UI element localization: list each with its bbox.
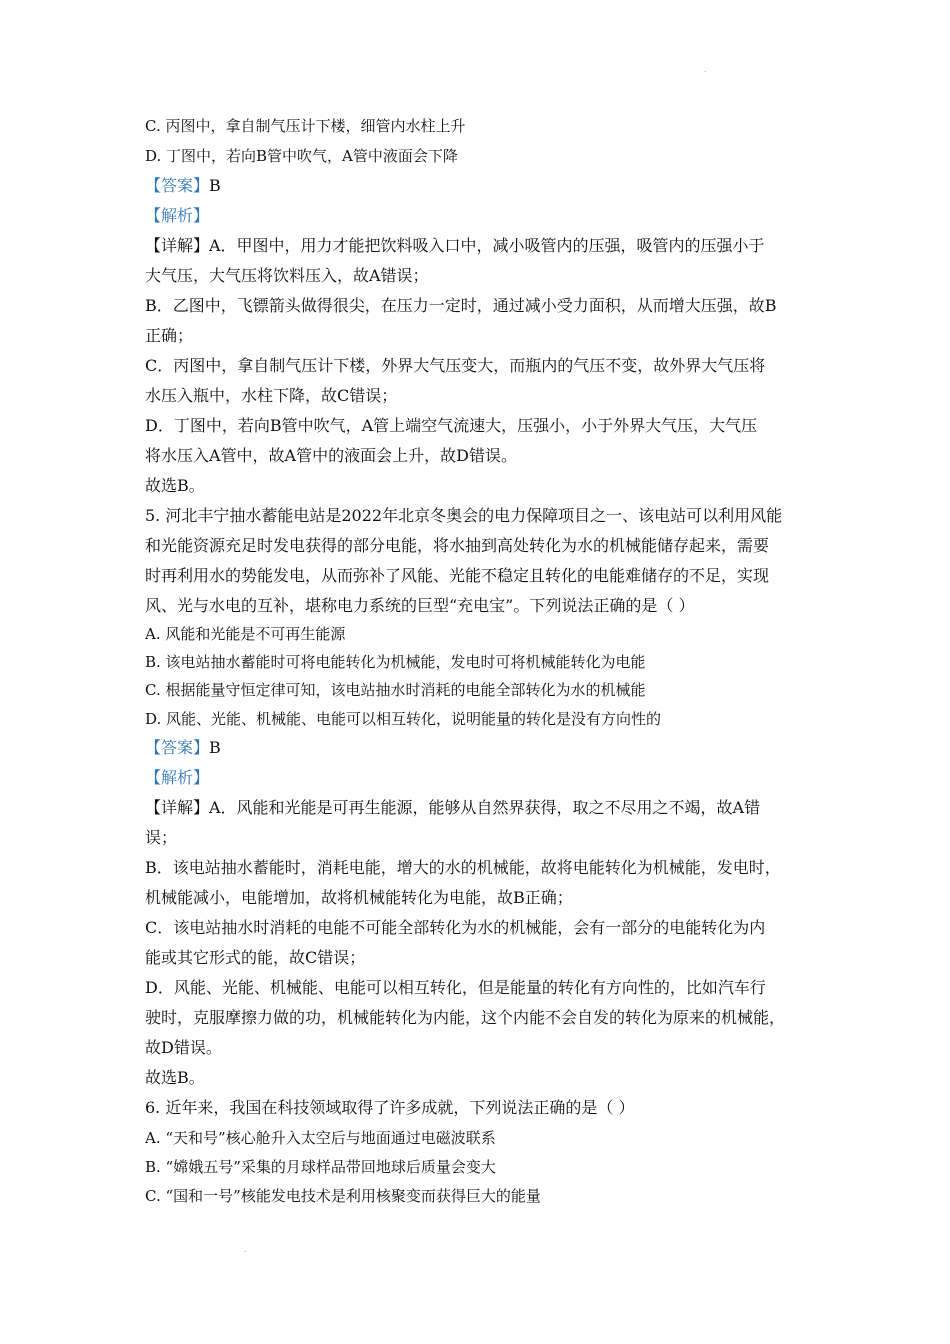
answer-tag: 【答案】 <box>145 176 210 195</box>
explanation-line: 水压入瓶中，水柱下降，故C错误； <box>145 386 398 405</box>
answer-line <box>145 738 221 758</box>
explanation-line: B．该电站抽水蓄能时，消耗电能，增大的水的机械能，故将电能转化为机械能，发电时， <box>145 858 781 877</box>
analysis-tag: 【解析】 <box>145 768 210 787</box>
question-5-stem: 和光能资源充足时发电获得的部分电能，将水抽到高处转化为水的机械能储存起来，需要 <box>145 536 770 555</box>
explanation-line: 正确； <box>145 326 194 345</box>
option-c: C. 丙图中，拿自制气压计下楼，细管内水柱上升 <box>145 117 466 135</box>
answer-value: B <box>209 738 221 757</box>
option-a: A. “天和号”核心舱升入太空后与地面通过电磁波联系 <box>145 1129 496 1147</box>
explanation-line: 将水压入A管中，故A管中的液面会上升，故D错误。 <box>145 446 517 465</box>
option-b: B. 该电站抽水蓄能时可将电能转化为机械能，发电时可将机械能转化为电能 <box>145 653 646 671</box>
bottom-mark: . <box>244 1245 247 1254</box>
explanation-line: 误； <box>145 828 178 847</box>
answer-tag: 【答案】 <box>145 738 210 757</box>
analysis-line <box>145 768 209 788</box>
option-c: C. “国和一号”核能发电技术是利用核聚变而获得巨大的能量 <box>145 1187 541 1205</box>
explanation-line: 【详解】A．甲图中，用力才能把饮料吸入口中，减小吸管内的压强，吸管内的压强小于 <box>145 236 765 255</box>
explanation-line: 故D错误。 <box>145 1038 222 1057</box>
answer-line <box>145 176 221 196</box>
question-6-stem: 6. 近年来，我国在科技领域取得了许多成就，下列说法正确的是（ ） <box>145 1098 635 1117</box>
option-b: B. “嫦娥五号”采集的月球样品带回地球后质量会变大 <box>145 1158 496 1176</box>
explanation-line: 大气压，大气压将饮料压入，故A错误； <box>145 266 429 285</box>
explanation-line: D．丁图中，若向B管中吹气，A管上端空气流速大，压强小，小于外界大气压，大气压 <box>145 416 758 435</box>
answer-value: B <box>209 176 221 195</box>
explanation-line: C．丙图中，拿自制气压计下楼，外界大气压变大，而瓶内的气压不变，故外界大气压将 <box>145 356 766 375</box>
analysis-tag: 【解析】 <box>145 206 210 225</box>
option-d: D. 丁图中，若向B管中吹气，A管中液面会下降 <box>145 147 458 165</box>
analysis-line <box>145 206 209 226</box>
option-c: C. 根据能量守恒定律可知，该电站抽水时消耗的电能全部转化为水的机械能 <box>145 681 646 699</box>
top-mark: . <box>704 65 707 74</box>
explanation-line: 机械能减小，电能增加，故将机械能转化为电能，故B正确； <box>145 888 573 907</box>
conclusion-line: 故选B。 <box>145 476 205 495</box>
option-d: D. 风能、光能、机械能、电能可以相互转化，说明能量的转化是没有方向性的 <box>145 710 662 728</box>
explanation-line: B．乙图中，飞镖箭头做得很尖，在压力一定时，通过减小受力面积，从而增大压强，故B <box>145 296 777 315</box>
question-5-stem: 时再利用水的势能发电，从而弥补了风能、光能不稳定且转化的电能难储存的不足，实现 <box>145 566 770 585</box>
explanation-line: 驶时，克服摩擦力做的功，机械能转化为内能，这个内能不会自发的转化为原来的机械能， <box>145 1008 786 1027</box>
explanation-line: D．风能、光能、机械能、电能可以相互转化，但是能量的转化有方向性的，比如汽车行 <box>145 978 766 997</box>
explanation-line: C．该电站抽水时消耗的电能不可能全部转化为水的机械能，会有一部分的电能转化为内 <box>145 918 766 937</box>
option-a: A. 风能和光能是不可再生能源 <box>145 625 346 643</box>
explanation-line: 【详解】A．风能和光能是可再生能源，能够从自然界获得，取之不尽用之不竭，故A错 <box>145 798 761 817</box>
question-5-stem: 风、光与水电的互补，堪称电力系统的巨型“充电宝”。下列说法正确的是（ ） <box>145 596 695 615</box>
question-5-stem: 5. 河北丰宁抽水蓄能电站是2022年北京冬奥会的电力保障项目之一、该电站可以利用风能 <box>145 506 783 525</box>
conclusion-line: 故选B。 <box>145 1068 205 1087</box>
explanation-line: 能或其它形式的能，故C错误； <box>145 948 366 967</box>
